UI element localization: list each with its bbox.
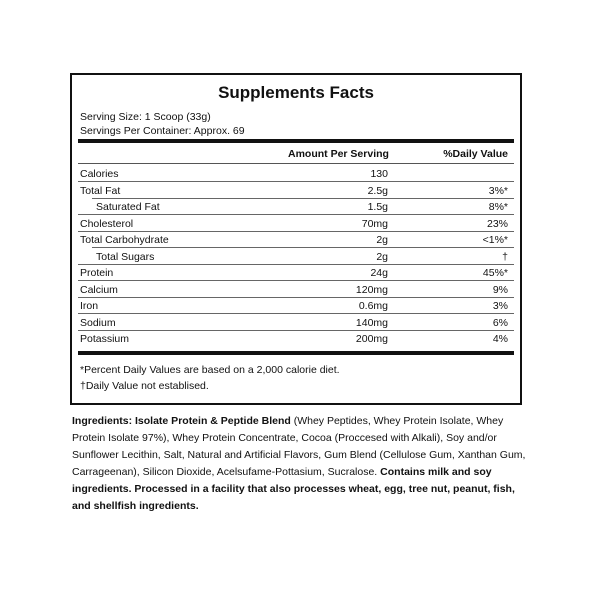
nutrient-label: Total Sugars	[96, 250, 155, 263]
nutrient-amount: 24g	[370, 267, 388, 279]
nutrient-daily-value: 3%	[492, 300, 508, 312]
nutrient-amount: 2g	[376, 250, 388, 263]
nutrient-daily-value: 23%	[486, 217, 508, 230]
nutrient-row	[78, 216, 514, 232]
nutrient-amount: 140mg	[355, 316, 388, 329]
nutrient-daily-value: 8%*	[488, 201, 508, 213]
nutrient-row	[78, 232, 514, 248]
nutrient-amount: 2.5g	[367, 184, 388, 197]
nutrient-label: Iron	[80, 300, 99, 312]
nutrient-daily-value: 4%	[492, 333, 508, 345]
nutrient-row	[78, 166, 514, 182]
panel-title: Supplements Facts	[218, 83, 374, 102]
thick-divider-bottom	[78, 351, 514, 355]
nutrient-row	[78, 249, 514, 265]
servings-per-container: Servings Per Container: Approx. 69	[80, 125, 245, 137]
serving-size: Serving Size: 1 Scoop (33g)	[80, 111, 211, 123]
nutrient-row	[78, 265, 514, 281]
nutrient-row	[78, 282, 514, 298]
nutrient-amount: 130	[370, 168, 388, 180]
allergen-statement: Contains milk and soy ingredients. Processed in a facility that also processes wheat, egg, tree nut, peanut, fish, and shellfish ingredients.	[72, 466, 515, 512]
nutrient-daily-value: 3%*	[488, 184, 508, 197]
nutrient-label: Sodium	[80, 316, 116, 329]
nutrient-label: Cholesterol	[80, 217, 134, 230]
nutrient-label: Protein	[80, 267, 114, 279]
header-divider	[78, 163, 514, 164]
nutrient-amount: 120mg	[355, 283, 388, 296]
nutrient-row	[78, 298, 514, 314]
thick-divider-top	[78, 139, 514, 143]
footnote-not-established: †Daily Value not establised.	[80, 380, 209, 392]
nutrient-amount: 200mg	[355, 333, 388, 345]
nutrient-daily-value: 6%	[492, 316, 508, 329]
nutrient-amount: 2g	[376, 234, 388, 246]
ingredients-body: (Whey Peptides, Whey Protein Isolate, Whey Protein Isolate 97%), Whey Protein Concentrate, Cocoa (Proccesed with Alkali), Soy and/or Sunflower Lecithin, Salt, Natural and Artificial Flavors, Gum Blend (Cellulose Gum, Xanthan Gum, Carrageenan), Silicon Dioxide, Acelsufame-Pottasium, Sucralose.	[72, 415, 526, 478]
footnote-percent-dv: *Percent Daily Values are based on a 2,000 calorie diet.	[80, 364, 340, 376]
nutrient-daily-value: †	[502, 250, 508, 263]
ingredients-heading: Ingredients: Isolate Protein & Peptide Blend	[72, 415, 291, 427]
nutrient-label: Potassium	[80, 333, 130, 345]
nutrient-label: Total Fat	[80, 184, 121, 197]
ingredients-block	[72, 413, 532, 515]
nutrient-label: Calories	[80, 168, 119, 180]
nutrient-label: Calcium	[80, 283, 118, 296]
nutrient-row	[78, 331, 514, 347]
nutrient-daily-value: 9%	[492, 283, 508, 296]
nutrient-daily-value: <1%*	[482, 234, 508, 246]
nutrient-row	[78, 199, 514, 215]
daily-value-header: %Daily Value	[443, 148, 508, 160]
amount-header: Amount Per Serving	[288, 148, 389, 160]
nutrient-amount: 1.5g	[367, 201, 388, 213]
supplement-facts-panel	[70, 73, 522, 405]
nutrient-row	[78, 315, 514, 331]
nutrient-amount: 0.6mg	[358, 300, 388, 312]
nutrient-amount: 70mg	[361, 217, 388, 230]
nutrient-label: Total Carbohydrate	[80, 234, 169, 246]
nutrient-daily-value: 45%*	[482, 267, 508, 279]
nutrient-label: Saturated Fat	[96, 201, 160, 213]
nutrient-row	[78, 183, 514, 199]
